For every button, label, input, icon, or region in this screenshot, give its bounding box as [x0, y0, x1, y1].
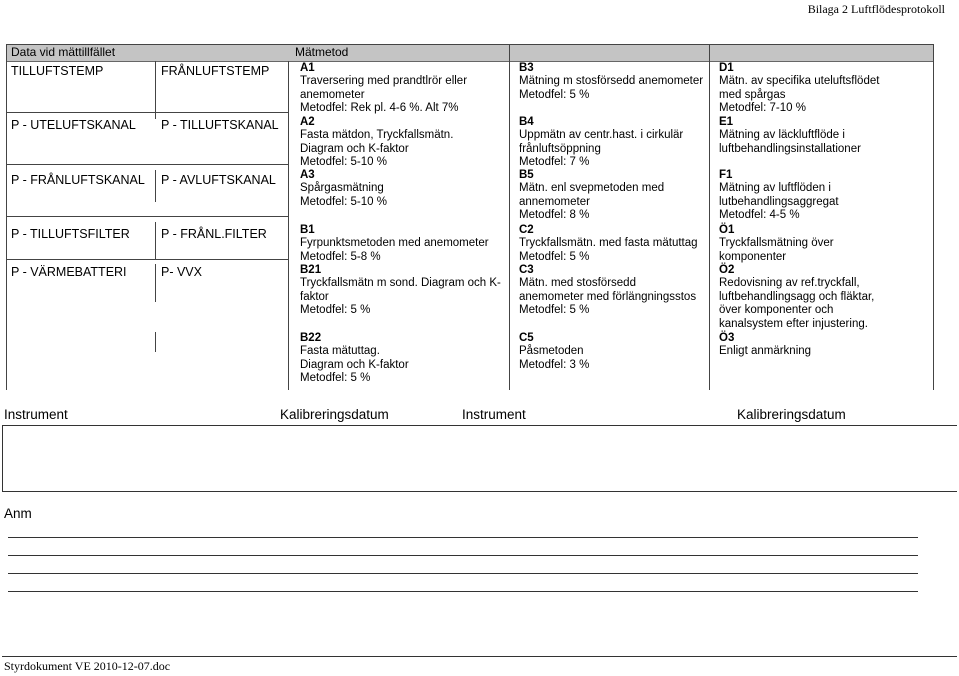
method-B5: B5 Mätn. enl svepmetoden med annemometer Metodfel: 8 %	[519, 169, 665, 222]
row-label: P - VÄRMEBATTERI	[11, 265, 127, 279]
method-B1: B1 Fyrpunktsmetoden med anemometer Metodfel: 5-8 %	[300, 224, 489, 263]
instrument-label-1: Instrument	[4, 407, 68, 422]
method-D1: D1 Mätn. av specifika uteluftsflödet med spårgas Metodfel: 7-10 %	[719, 62, 880, 115]
anm-line-2[interactable]	[8, 555, 918, 556]
header-method-label: Mätmetod	[295, 45, 349, 59]
anm-line-3[interactable]	[8, 573, 918, 574]
calibration-label-2: Kalibreringsdatum	[737, 407, 846, 422]
row-label: P - TILLUFTSKANAL	[161, 118, 279, 132]
method-E1: E1 Mätning av läckluftflöde i luftbehandlingsinstallationer	[719, 116, 861, 155]
table-header-bar	[7, 44, 934, 62]
header-data-label: Data vid mättillfället	[11, 45, 116, 59]
anm-label: Anm	[4, 506, 32, 521]
method-B3: B3 Mätning m stosförsedd anemometer Metodfel: 5 %	[519, 62, 704, 101]
footer-text: Styrdokument VE 2010-12-07.doc	[4, 659, 171, 673]
row-label: P - TILLUFTSFILTER	[11, 227, 130, 241]
method-O3: Ö3 Enligt anmärkning	[719, 332, 812, 358]
calibration-label-1: Kalibreringsdatum	[280, 407, 389, 422]
instrument-top-line	[2, 425, 957, 426]
method-O2: Ö2 Redovisning av ref.tryckfall, luftbehandlingsagg och fläktar, över komponenter och kanalsystem efter injustering.	[719, 264, 875, 330]
row-label: P - UTELUFTSKANAL	[11, 118, 136, 132]
page-header: Bilaga 2 Luftflödesprotokoll	[807, 2, 945, 16]
method-A3: A3 Spårgasmätning Metodfel: 5-10 %	[300, 169, 387, 208]
anm-line-4[interactable]	[8, 591, 918, 592]
method-A2: A2 Fasta mätdon, Tryckfallsmätn. Diagram och K-faktor Metodfel: 5-10 %	[300, 116, 454, 169]
method-B22: B22 Fasta mätuttag. Diagram och K-faktor Metodfel: 5 %	[300, 332, 409, 385]
instrument-section	[0, 403, 959, 483]
row-label: P - AVLUFTSKANAL	[161, 173, 276, 187]
row-label: P- VVX	[161, 265, 202, 279]
row-label: P - FRÅNL.FILTER	[161, 227, 267, 241]
row-label: TILLUFTSTEMP	[11, 64, 104, 78]
instrument-label-2: Instrument	[462, 407, 526, 422]
method-F1: F1 Mätning av luftflöden i lutbehandlingsaggregat Metodfel: 4-5 %	[719, 169, 839, 222]
method-O1: Ö1 Tryckfallsmätning över komponenter	[719, 224, 834, 263]
measurement-table	[6, 44, 934, 390]
method-A1: A1 Traversering med prandtlrör eller anemometer Metodfel: Rek pl. 4-6 %. Alt 7%	[300, 62, 468, 115]
method-C2: C2 Tryckfallsmätn. med fasta mätuttag Metodfel: 5 %	[519, 224, 698, 263]
instrument-left-line	[2, 425, 3, 492]
instrument-bottom-line	[2, 491, 957, 492]
method-C3: C3 Mätn. med stosförsedd anemometer med förlängningsstos Metodfel: 5 %	[519, 264, 697, 317]
footer-rule	[2, 656, 957, 657]
method-B4: B4 Uppmätn av centr.hast. i cirkulär frånluftsöppning Metodfel: 7 %	[519, 116, 684, 169]
method-B21: B21 Tryckfallsmätn m sond. Diagram och K- faktor Metodfel: 5 %	[300, 264, 501, 317]
row-label: FRÅNLUFTSTEMP	[161, 64, 270, 78]
row-label: P - FRÅNLUFTSKANAL	[11, 173, 145, 187]
anm-line-1[interactable]	[8, 537, 918, 538]
method-C5: C5 Påsmetoden Metodfel: 3 %	[519, 332, 590, 371]
